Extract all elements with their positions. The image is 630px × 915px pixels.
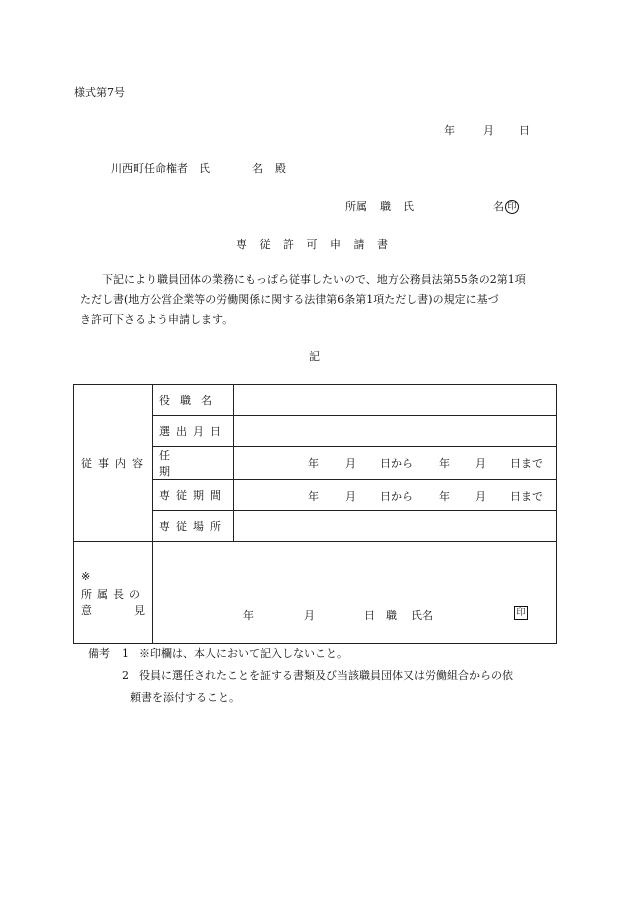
row-label-cell	[153, 447, 234, 480]
note-2-num: 2	[122, 669, 129, 682]
notes	[88, 643, 513, 709]
row-label-term: 任期	[159, 449, 204, 478]
position-field[interactable]	[234, 385, 557, 416]
term-to: 日まで	[510, 457, 543, 470]
date-day: 日	[519, 124, 530, 137]
note-2	[88, 665, 513, 687]
addressee-name: 名	[252, 162, 263, 175]
date-month: 月	[483, 124, 494, 137]
addressee	[111, 160, 286, 176]
opinion-field[interactable]	[153, 542, 557, 644]
opinion-mark: ※	[81, 570, 91, 583]
body-text	[80, 270, 560, 330]
term-month2: 月	[475, 457, 486, 470]
row-label-place: 専従場所	[159, 520, 227, 533]
seal-icon: 印	[505, 200, 519, 214]
opinion-position: 職	[386, 608, 397, 622]
square-seal-icon: 印	[514, 606, 528, 620]
period-month: 月	[345, 490, 356, 503]
row-label-elected: 選出月日	[159, 425, 227, 438]
period-from: 日から	[380, 490, 413, 503]
row-label-cell	[153, 416, 234, 447]
term-from: 日から	[380, 457, 413, 470]
note-2-cont: 頼書を添付すること。	[130, 691, 240, 704]
date-year: 年	[444, 124, 455, 137]
opinion-label-2a: 意	[81, 604, 92, 617]
opinion-name: 氏名	[411, 608, 433, 622]
ki-heading: 記	[309, 350, 320, 363]
body-line-2: ただし書(地方公営企業等の労働関係に関する法律第6条第1項ただし書)の規定に基づ	[80, 293, 499, 306]
note-2-text: 役員に選任されたことを証する書類及び当該職員団体又は労働組合からの依	[139, 669, 513, 682]
period-year: 年	[308, 490, 319, 503]
row-label-cell	[153, 511, 234, 542]
row-label-cell	[153, 480, 234, 511]
addressee-honorific: 殿	[275, 162, 286, 175]
applicant-name-2: 名	[493, 200, 504, 213]
term-month: 月	[345, 457, 356, 470]
group-label-cell	[74, 385, 153, 542]
date-line	[444, 122, 530, 138]
duty-place-field[interactable]	[234, 511, 557, 542]
note-1-text: ※印欄は、本人において記入しないこと。	[139, 647, 348, 660]
row-label-cell	[153, 385, 234, 416]
opinion-label-cell	[74, 542, 153, 644]
group-label: 従事内容	[81, 457, 149, 470]
row-label-position: 役職名	[159, 394, 222, 407]
term-field[interactable]	[234, 447, 557, 480]
notes-heading: 備考	[88, 647, 110, 660]
period-year2: 年	[439, 490, 450, 503]
period-month2: 月	[475, 490, 486, 503]
applicant-affiliation: 所属	[345, 200, 367, 213]
applicant-position: 職	[380, 200, 391, 213]
term-year2: 年	[439, 457, 450, 470]
duty-period-field[interactable]	[234, 480, 557, 511]
opinion-year: 年	[243, 608, 254, 622]
document-title: 専従許可申請書	[236, 238, 401, 251]
opinion-label-2b: 見	[134, 604, 145, 617]
opinion-month: 月	[304, 608, 315, 622]
term-year: 年	[308, 457, 319, 470]
opinion-label-1: 所属長の	[81, 588, 145, 601]
note-1-num: 1	[122, 647, 129, 660]
elected-date-field[interactable]	[234, 416, 557, 447]
opinion-day: 日	[364, 608, 375, 622]
details-table	[73, 384, 557, 644]
row-label-period: 専従期間	[159, 489, 227, 502]
body-line-1: 下記により職員団体の業務にもっぱら従事したいので、地方公務員法第55条の2第1項	[102, 273, 526, 286]
applicant-line	[345, 198, 519, 214]
period-to: 日まで	[510, 490, 543, 503]
addressee-authority: 川西町任命権者 氏	[111, 162, 210, 175]
note-1	[88, 643, 513, 665]
applicant-name-1: 氏	[403, 200, 414, 213]
body-line-3: き許可下さるよう申請します。	[80, 313, 234, 326]
form-number: 様式第7号	[74, 86, 125, 99]
